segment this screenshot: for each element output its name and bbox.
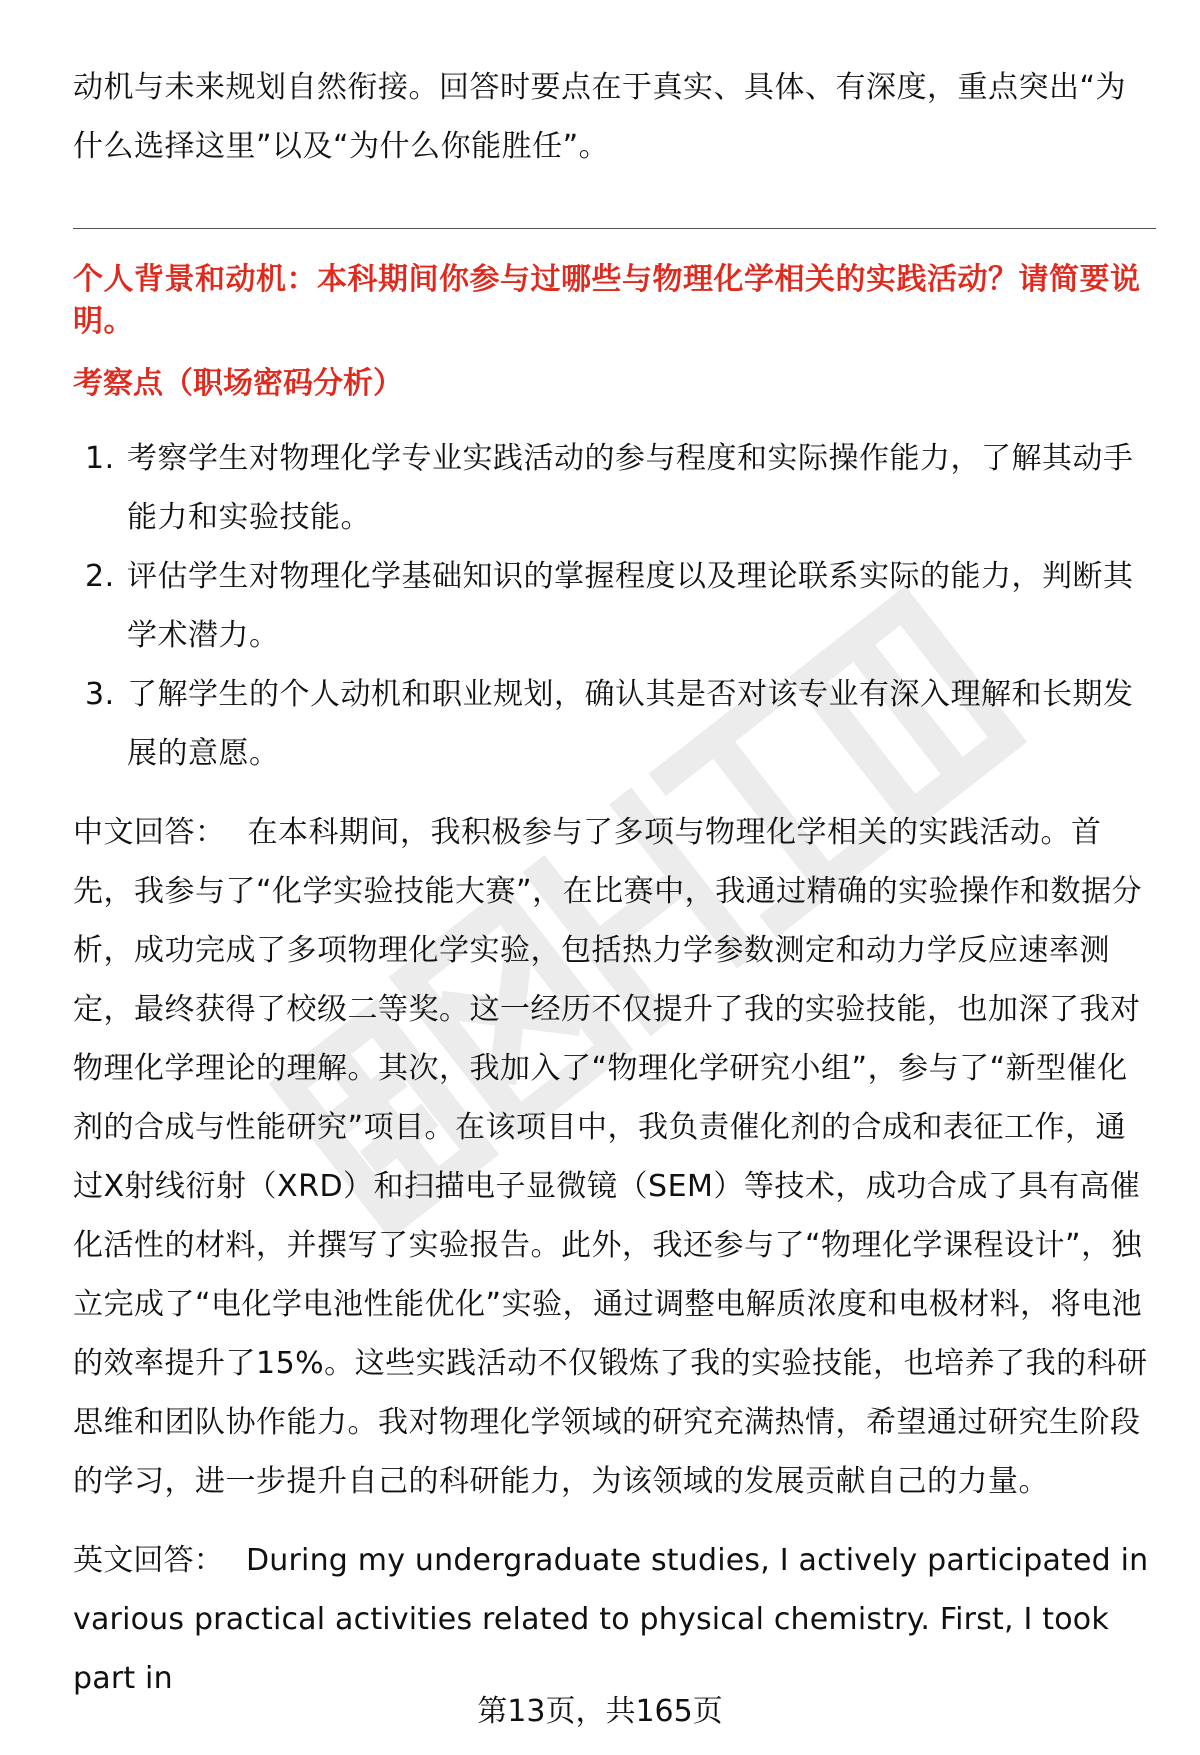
list-item-text: 了解学生的个人动机和职业规划，确认其是否对该专业有深入理解和长期发展的意愿。	[127, 677, 1134, 771]
list-item-text: 考察学生对物理化学专业实践活动的参与程度和实际操作能力，了解其动手能力和实验技能。	[127, 441, 1134, 535]
assessment-list	[73, 429, 1153, 783]
list-item-number: 3.	[85, 677, 115, 712]
chinese-answer-paragraph	[73, 803, 1153, 1511]
list-item-number: 1.	[85, 441, 115, 476]
list-item-number: 2.	[85, 559, 115, 594]
intro-paragraph: 动机与未来规划自然衔接。回答时要点在于真实、具体、有深度，重点突出“为什么选择这里”以及“为什么你能胜任”。	[73, 70, 1127, 164]
list-item	[73, 547, 1153, 665]
question-heading: 个人背景和动机：本科期间你参与过哪些与物理化学相关的实践活动？请简要说明。	[73, 262, 1141, 339]
english-answer-label: 英文回答：	[73, 1543, 224, 1578]
list-item	[73, 665, 1153, 783]
page-number-footer: 第13页，共165页	[477, 1694, 723, 1729]
english-answer-text: During my undergraduate studies, I actively participated in various practical activities related to physical chemistry. First, I took part in	[73, 1543, 1149, 1696]
assessment-title: 考察点（职场密码分析）	[73, 366, 403, 401]
chinese-answer-text: 在本科期间，我积极参与了多项与物理化学相关的实践活动。首先，我参与了“化学实验技能大赛”，在比赛中，我通过精确的实验操作和数据分析，成功完成了多项物理化学实验，包括热力学参数测定和动力学反应速率测定，最终获得了校级二等奖。这一经历不仅提升了我的实验技能，也加深了我对物理化学理论的理解。其次，我加入了“物理化学研究小组”，参与了“新型催化剂的合成与性能研究”项目。在该项目中，我负责催化剂的合成和表征工作，通过X射线衍射（XRD）和扫描电子显微镜（SEM）等技术，成功合成了具有高催化活性的材料，并撰写了实验报告。此外，我还参与了“物理化学课程设计”，独立完成了“电化学电池性能优化”实验，通过调整电解质浓度和电极材料，将电池的效率提升了15%。这些实践活动不仅锻炼了我的实验技能，也培养了我的科研思维和团队协作能力。我对物理化学领域的研究充满热情，希望通过研究生阶段的学习，进一步提升自己的科研能力，为该领域的发展贡献自己的力量。	[73, 815, 1148, 1499]
content-column	[73, 58, 1153, 1708]
list-item-text: 评估学生对物理化学基础知识的掌握程度以及理论联系实际的能力，判断其学术潜力。	[127, 559, 1134, 653]
chinese-answer-label: 中文回答：	[73, 815, 226, 850]
section-divider	[73, 228, 1156, 229]
english-answer-paragraph	[73, 1531, 1153, 1708]
list-item	[73, 429, 1153, 547]
